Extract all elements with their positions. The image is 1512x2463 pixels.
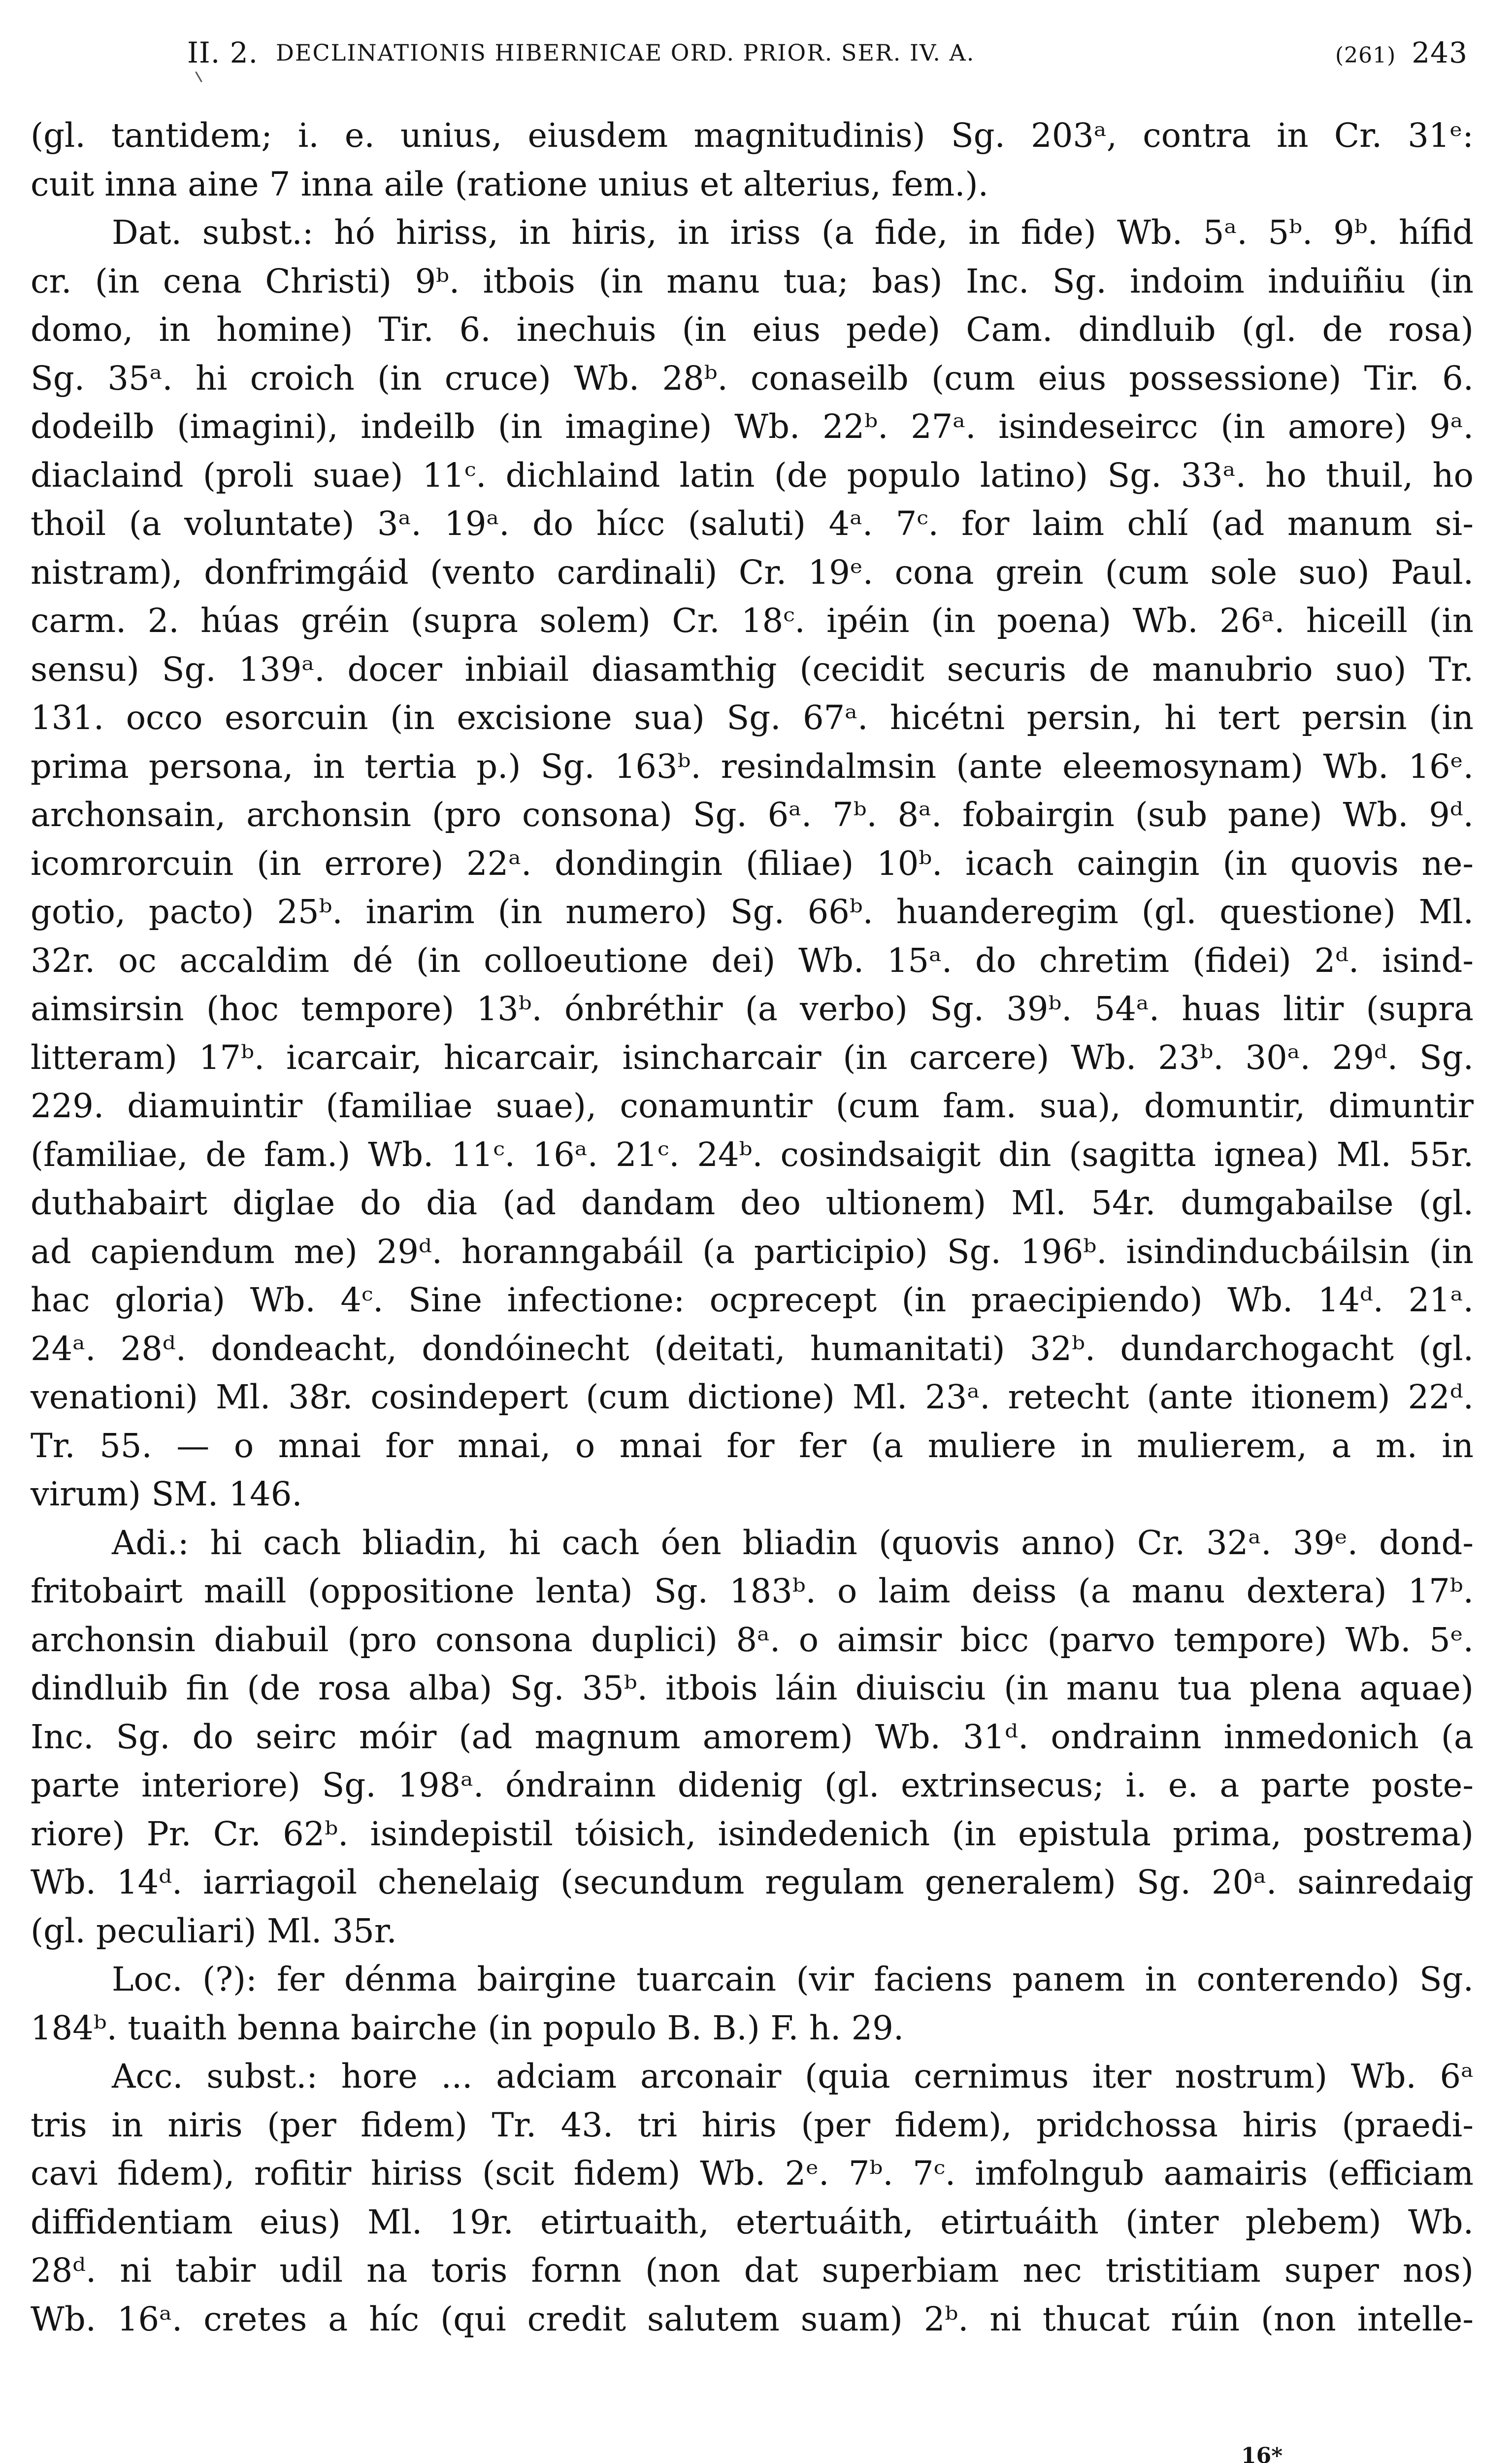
text-line: litteram) 17ᵇ. icarcair, hicarcair, isincharcair (in carcere) Wb. 23ᵇ. 30ᵃ. 29ᵈ. Sg. — [31, 1038, 1474, 1077]
text-line: tris in niris (per fidem) Tr. 43. tri hiris (per fidem), pridchossa hiris (praedi- — [31, 2105, 1474, 2144]
header-title: DECLINATIONIS HIBERNICAE ORD. PRIOR. SER. IV. A. — [276, 39, 975, 66]
text-line: ad capiendum me) 29ᵈ. horanngabáil (a participio) Sg. 196ᵇ. isindinducbáilsin (in — [31, 1232, 1474, 1271]
header-page-number: 243 — [1412, 36, 1468, 69]
text-line: cr. (in cena Christi) 9ᵇ. itbois (in manu tua; bas) Inc. Sg. indoim induiñiu (in — [31, 262, 1474, 300]
text-line: Wb. 16ᵃ. cretes a híc (qui credit salutem suam) 2ᵇ. ni thucat rúin (non intelle- — [31, 2299, 1474, 2338]
text-line: nistram), donfrimgáid (vento cardinali) Cr. 19ᵉ. cona grein (cum sole suo) Paul. — [31, 553, 1474, 592]
text-line: (gl. tantidem; i. e. unius, eiusdem magnitudinis) Sg. 203ᵃ, contra in Cr. 31ᵉ: — [31, 116, 1474, 155]
text-line: archonsin diabuil (pro consona duplici) 8ᵃ. o aimsir bicc (parvo tempore) Wb. 5ᵉ. — [31, 1620, 1474, 1659]
text-line: 28ᵈ. ni tabir udil na toris fornn (non dat superbiam nec tristitiam super nos) — [31, 2251, 1474, 2290]
text-line: virum) SM. 146. — [31, 1475, 302, 1513]
text-line: cavi fidem), rofitir hiriss (scit fidem) Wb. 2ᵉ. 7ᵇ. 7ᶜ. imfolngub aamairis (efficiam — [31, 2154, 1474, 2193]
text-line: domo, in homine) Tir. 6. inechuis (in eius pede) Cam. dindluib (gl. de rosa) — [31, 310, 1474, 349]
text-line: prima persona, in tertia p.) Sg. 163ᵇ. resindalmsin (ante eleemosynam) Wb. 16ᵉ. — [31, 747, 1474, 786]
text-line: Acc. subst.: hore ... adciam arconair (quia cernimus iter nostrum) Wb. 6ᵃ — [112, 2057, 1474, 2096]
text-line: gotio, pacto) 25ᵇ. inarim (in numero) Sg. 66ᵇ. huanderegim (gl. questione) Ml. — [31, 893, 1474, 931]
text-line: cuit inna aine 7 inna aile (ratione unius et alterius, fem.). — [31, 165, 988, 203]
header-page-numbers — [1335, 31, 1468, 78]
text-line: dindluib fin (de rosa alba) Sg. 35ᵇ. itbois láin diuisciu (in manu tua plena aquae) — [31, 1669, 1474, 1707]
text-line: aimsirsin (hoc tempore) 13ᵇ. ónbréthir (a verbo) Sg. 39ᵇ. 54ᵃ. huas litir (supra — [31, 990, 1474, 1028]
text-line: carm. 2. húas gréin (supra solem) Cr. 18ᶜ. ipéin (in poena) Wb. 26ᵃ. hiceill (in — [31, 601, 1474, 640]
text-line: 131. occo esorcuin (in excisione sua) Sg. 67ᵃ. hicétni persin, hi tert persin (in — [31, 699, 1474, 737]
header-bracket-page: (261) — [1335, 43, 1396, 68]
text-line: 184ᵇ. tuaith benna bairche (in populo B. B.) F. h. 29. — [31, 2008, 904, 2047]
text-line: duthabairt diglae do dia (ad dandam deo ultionem) Ml. 54r. dumgabailse (gl. — [31, 1184, 1474, 1222]
text-line: Sg. 35ᵃ. hi croich (in cruce) Wb. 28ᵇ. conaseilb (cum eius possessione) Tir. 6. — [31, 359, 1474, 398]
text-line: archonsain, archonsin (pro consona) Sg. 6ᵃ. 7ᵇ. 8ᵃ. fobairgin (sub pane) Wb. 9ᵈ. — [31, 796, 1474, 834]
text-line: 24ᵃ. 28ᵈ. dondeacht, dondóinecht (deitati, humanitati) 32ᵇ. dundarchogacht (gl. — [31, 1329, 1474, 1368]
text-line: Loc. (?): fer dénma bairgine tuarcain (vir faciens panem in conterendo) Sg. — [112, 1960, 1474, 1998]
text-line: thoil (a voluntate) 3ᵃ. 19ᵃ. do hícc (saluti) 4ᵃ. 7ᶜ. for laim chlí (ad manum si- — [31, 504, 1474, 543]
text-line: fritobairt maill (oppositione lenta) Sg. 183ᵇ. o laim deiss (a manu dextera) 17ᵇ. — [31, 1572, 1474, 1610]
text-line: Adi.: hi cach bliadin, hi cach óen bliadin (quovis anno) Cr. 32ᵃ. 39ᵉ. dond- — [112, 1523, 1474, 1562]
running-header — [187, 31, 1468, 75]
text-line: sensu) Sg. 139ᵃ. docer inbiail diasamthig (cecidit securis de manubrio suo) Tr. — [31, 650, 1474, 689]
text-line: icomrorcuin (in errore) 22ᵃ. dondingin (filiae) 10ᵇ. icach caingin (in quovis ne- — [31, 844, 1474, 883]
text-line: hac gloria) Wb. 4ᶜ. Sine infectione: ocprecept (in praecipiendo) Wb. 14ᵈ. 21ᵃ. — [31, 1281, 1474, 1319]
text-line: diffidentiam eius) Ml. 19r. etirtuaith, etertuáith, etirtuáith (inter plebem) Wb. — [31, 2202, 1474, 2241]
body-text — [31, 111, 1474, 2343]
text-line: (familiae, de fam.) Wb. 11ᶜ. 16ᵃ. 21ᶜ. 24ᵇ. cosindsaigit din (sagitta ignea) Ml. 55r. — [31, 1135, 1474, 1174]
text-line: venationi) Ml. 38r. cosindepert (cum dictione) Ml. 23ᵃ. retecht (ante itionem) 22ᵈ. — [31, 1378, 1474, 1416]
text-line: Inc. Sg. do seirc móir (ad magnum amorem) Wb. 31ᵈ. ondrainn inmedonich (a — [31, 1717, 1474, 1756]
header-section-number: II. 2. — [187, 36, 259, 69]
text-line: 32r. oc accaldim dé (in colloeutione dei) Wb. 15ᵃ. do chretim (fidei) 2ᵈ. isind- — [31, 941, 1474, 980]
text-line: dodeilb (imagini), indeilb (in imagine) Wb. 22ᵇ. 27ᵃ. isindeseircc (in amore) 9ᵃ. — [31, 407, 1474, 446]
text-line: parte interiore) Sg. 198ᵃ. óndrainn didenig (gl. extrinsecus; i. e. a parte poste- — [31, 1766, 1474, 1804]
text-line: (gl. peculiari) Ml. 35r. — [31, 1911, 397, 1950]
text-line: Wb. 14ᵈ. iarriagoil chenelaig (secundum regulam generalem) Sg. 20ᵃ. sainredaig — [31, 1863, 1474, 1901]
text-line: Dat. subst.: hó hiriss, in hiris, in iriss (a fide, in fide) Wb. 5ᵃ. 5ᵇ. 9ᵇ. hífid — [112, 213, 1474, 252]
text-line: riore) Pr. Cr. 62ᵇ. isindepistil tóisich, isindedenich (in epistula prima, postrema) — [31, 1814, 1474, 1853]
text-line: Tr. 55. — o mnai for mnai, o mnai for fer (a muliere in mulierem, a m. in — [31, 1426, 1474, 1465]
text-line: diaclaind (proli suae) 11ᶜ. dichlaind latin (de populo latino) Sg. 33ᵃ. ho thuil, ho — [31, 456, 1474, 495]
signature-mark: 16* — [1241, 2443, 1283, 2463]
text-line: 229. diamuintir (familiae suae), conamuntir (cum fam. sua), domuntir, dimuntir — [31, 1087, 1474, 1125]
